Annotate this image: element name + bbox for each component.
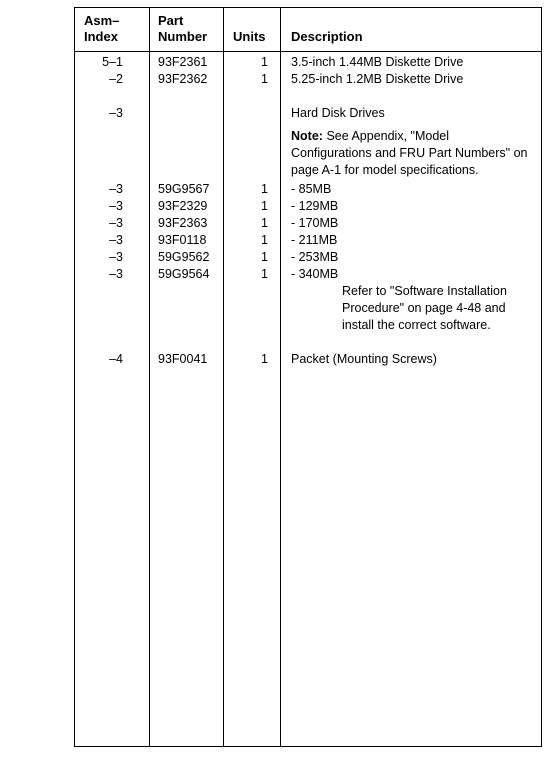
row-asm-index: –2 <box>109 72 123 86</box>
row-units: 1 <box>261 199 268 213</box>
row-part-number: 93F0118 <box>158 233 207 247</box>
row-part-number: 93F0041 <box>158 352 208 366</box>
row-part-number: 59G9564 <box>158 267 210 281</box>
column-divider <box>280 8 281 746</box>
row-description: - 211MB <box>291 233 338 247</box>
row-description: 5.25-inch 1.2MB Diskette Drive <box>291 72 464 86</box>
row-units: 1 <box>261 233 268 247</box>
row-asm-index: –3 <box>109 233 123 247</box>
row-units: 1 <box>261 267 268 281</box>
row-units: 1 <box>261 216 268 230</box>
row-asm-index: –3 <box>109 106 123 120</box>
row-asm-index: –3 <box>109 199 123 213</box>
row-units: 1 <box>261 352 268 366</box>
row-asm-index: –3 <box>109 182 123 196</box>
header-part-number: Part Number <box>158 13 208 44</box>
row-units: 1 <box>261 250 268 264</box>
row-part-number: 93F2363 <box>158 216 208 230</box>
row-description: 3.5-inch 1.44MB Diskette Drive <box>291 55 464 69</box>
row-units: 1 <box>261 72 268 86</box>
row-description: - 129MB <box>291 199 339 213</box>
row-description: - 340MB <box>291 267 339 281</box>
row-asm-index: 5–1 <box>102 55 123 69</box>
row-part-number: 59G9567 <box>158 182 210 196</box>
row-part-number: 93F2329 <box>158 199 208 213</box>
row-units: 1 <box>261 182 268 196</box>
model-note <box>291 128 531 179</box>
row-asm-index: –4 <box>109 352 123 366</box>
row-description: Hard Disk Drives <box>291 106 385 120</box>
row-description: Packet (Mounting Screws) <box>291 352 437 366</box>
row-description: - 85MB <box>291 182 332 196</box>
row-asm-index: –3 <box>109 216 123 230</box>
row-part-number: 93F2361 <box>158 55 208 69</box>
header-units: Units <box>233 29 266 44</box>
column-divider <box>223 8 224 746</box>
row-description: - 253MB <box>291 250 339 264</box>
row-description: - 170MB <box>291 216 339 230</box>
row-part-number: 93F2362 <box>158 72 208 86</box>
row-part-number: 59G9562 <box>158 250 210 264</box>
header-description: Description <box>291 29 363 44</box>
note-text: See Appendix, "Model Configurations and FRU Part Numbers" on page A-1 for model specifications. <box>291 129 528 177</box>
column-divider <box>149 8 150 746</box>
row-units: 1 <box>261 55 268 69</box>
note-label: Note: <box>291 129 323 143</box>
parts-table <box>74 7 542 747</box>
software-install-note: Refer to "Software Installation Procedure" on page 4-48 and install the correct software. <box>342 284 507 332</box>
header-divider <box>75 51 541 52</box>
header-asm-index: Asm– Index <box>84 13 120 44</box>
row-asm-index: –3 <box>109 250 123 264</box>
row-asm-index: –3 <box>109 267 123 281</box>
